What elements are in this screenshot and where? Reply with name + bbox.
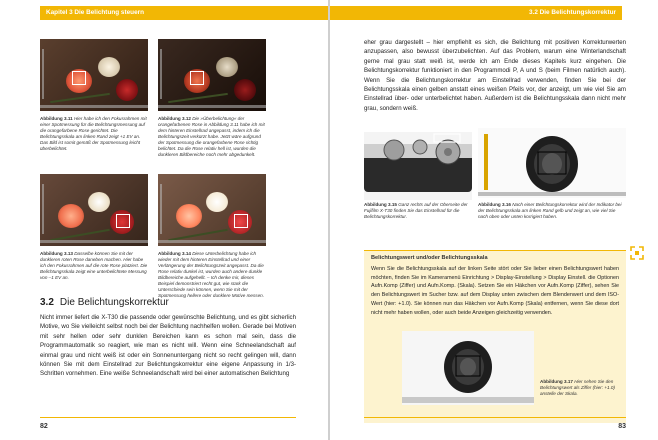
caption-3-11: [40, 116, 148, 152]
caption-3-14: [158, 251, 266, 299]
info-box-text: Wenn Sie die Belichtungsskala auf der linken Seite stört oder Sie lieber einen Belichtungswert haben möchten, finden Sie im Kameramenü Einrichtung > Display-Einstellung > Display Einstell. die Optionen Aufn.Komp (Ziffer) und Aufn.Komp. (Skala). Setzen Sie ein Häkchen vor Aufn.Komp (Ziffer), sehen Sie den Belichtungswert im Sucher bzw. auf dem Display unten zwischen dem Blendenwert und dem ISO-Wert (hier: +1.0). Sie können nun das Häkchen vor Aufn.Komp (Skala) entfernen, wenn Sie diese dort nicht mehr haben wollen, oder auch beide Anzeigen gleichzeitig verwenden.: [371, 266, 619, 316]
info-box: [364, 250, 626, 423]
caption-3-17: [540, 379, 620, 397]
right-page: [330, 0, 658, 440]
caption-3-12: [158, 116, 266, 158]
caption-3-15: [364, 202, 474, 220]
viewfinder-overlay: [158, 174, 266, 246]
caption-text: Hier habe ich den Fokusrahmen mit einer Spotmessung für die Belichtungsmessung auf die orangefarbene Rose gerichtet. Die Belichtungsskala am linken Rand zeigt +1 EV an. Das Bild ist somit gemäß der Spotmessung leicht überbelichtet.: [40, 116, 147, 151]
caption-text: Diese Unterbelichtung habe ich wieder mit dem hinteren Einstellrad und einer Verlängerung der Belichtungszeit angepasst. Da die Rose relativ dunkel ist, wurden auch andere dunkle Bildbereiche aufgehellt. – Ich denke mir, dieses Beispiel demonstriert recht gut, wie stark die Unterschiede sein können, wenn Sie mit der Spotmessung hellere oder dunklere Motive messen.: [158, 251, 264, 298]
photo-roses-3-13: [40, 174, 148, 246]
caption-3-13: [40, 251, 148, 281]
info-box-title: Belichtungswert und/oder Belichtungsskala: [371, 255, 488, 261]
body-paragraph: eher grau dargestellt – hier empfiehlt es sich, die Belichtung mit positiven Korrekturwerten anzupassen, also bewusst überzubelichten. Auf das Problem, warum eine Winterlandschaft gerne mal grau statt weiß ist, werde ich am Ende dieses Kapitels kurz eingehen. Die Belichtungskorrektur funktioniert in den Programmodi P, A und S (beim Filmen natürlich auch). Wenn Sie die Belichtungskorrektur am Einstellrad verwenden, finden Sie bei der Belichtungsskala einen gelben anstatt eines weißen Pfeils vor, der anzeigt, um wie viel Sie am Einstellrad über- oder unterbelichtet haben. Außerdem ist die Belichtungsskala dann nicht mehr grau, sondern weiß.: [364, 39, 626, 112]
caption-text: Ganz rechts auf der Oberseite der Fujifilm X-T30 finden Sie das Einstellrad für die Belichtungskorrektur.: [364, 202, 468, 219]
lens-illustration: [478, 128, 626, 198]
section-title: Die Belichtungskorrektur: [59, 297, 169, 308]
folio-rule: [364, 417, 626, 418]
photo-roses-3-12: [158, 39, 266, 111]
tip-icon: [630, 246, 644, 260]
caption-label: Abbildung 3.14: [158, 251, 191, 256]
caption-label: Abbildung 3.16: [478, 202, 511, 207]
caption-label: Abbildung 3.12: [158, 116, 191, 121]
caption-label: Abbildung 3.17: [540, 379, 573, 384]
body-paragraph: Nicht immer liefert die X-T30 die passende oder gewünschte Belichtung, und es gibt sicherlich Motive, wo Sie vielleicht selbst noch bei der Belichtung nachhelfen wollen. Gerade bei Motiven mit sehr hellen oder sehr dunklen Bereichen kann es schon mal sein, dass die Programmautomatik so reagiert, wie man es nicht will. Wenn eine Schneelandschaft auf einmal grau und nicht weiß ist oder ein Sonnenuntergang nicht so recht gelingen will, dann können Sie mit dem Einstellrad zur Belichtungskorrektur eine eigene Anpassung in 1/3-Schritten vornehmen. Eine weiße Schneelandschaft wird bei einer automatischen Belichtung: [40, 314, 296, 378]
caption-label: Abbildung 3.11: [40, 116, 73, 121]
photo-camera-top-3-15: [364, 132, 472, 200]
caption-text: Nach einer Belichtungskorrektur wird der Indikator bei der Belichtungsskala am linken Rand gelb und zeigt an, wie viel Sie nach oben oder unten korrigiert haben.: [478, 202, 622, 219]
running-header-right: 3.2 Die Belichtungskorrektur: [330, 6, 622, 20]
photo-roses-3-14: [158, 174, 266, 246]
page-number: 83: [618, 423, 626, 430]
running-header-left: Kapitel 3 Die Belichtung steuern: [40, 6, 328, 20]
camera-illustration: [364, 132, 472, 200]
photo-lens-display-3-16: [478, 128, 626, 198]
viewfinder-overlay: [158, 39, 266, 111]
caption-label: Abbildung 3.15: [364, 202, 397, 207]
page-number: 82: [40, 423, 48, 430]
viewfinder-overlay: [40, 39, 148, 111]
photo-lens-display-3-17: [402, 331, 534, 405]
caption-text: Hier sehen Sie den Belichtungswert als Ziffer (hier: +1.0) anstelle der Skala.: [540, 379, 615, 396]
photo-roses-3-11: [40, 39, 148, 111]
section-number: 3.2: [40, 297, 54, 308]
left-page: [0, 0, 328, 440]
folio-rule: [40, 417, 296, 418]
viewfinder-overlay: [40, 174, 148, 246]
caption-3-16: [478, 202, 626, 220]
caption-label: Abbildung 3.13: [40, 251, 73, 256]
caption-text: Die »Überbelichtung« der orangefarbenen Rose in Abbildung 3.11 habe ich mit dem hinteren Einstellrad angepasst, indem ich die Belichtungszeit verkürzt habe. Jetzt wäre aufgrund der Spotmessung die orangefarbene Rose richtig belichtet. Da die Rose relativ hell ist, wurden die dunkleren Bildbereiche noch mehr abgedunkelt.: [158, 116, 265, 157]
caption-text: Dasselbe können Sie mit der dunkleren roten Rose daneben machen. Hier habe ich den Fokusrahmen auf die rote Rose platziert. Die Belichtungsskala zeigt eine unterbelichtete Messung von –1 EV an.: [40, 251, 148, 280]
section-heading: [40, 297, 175, 308]
lens-illustration: [402, 331, 534, 405]
